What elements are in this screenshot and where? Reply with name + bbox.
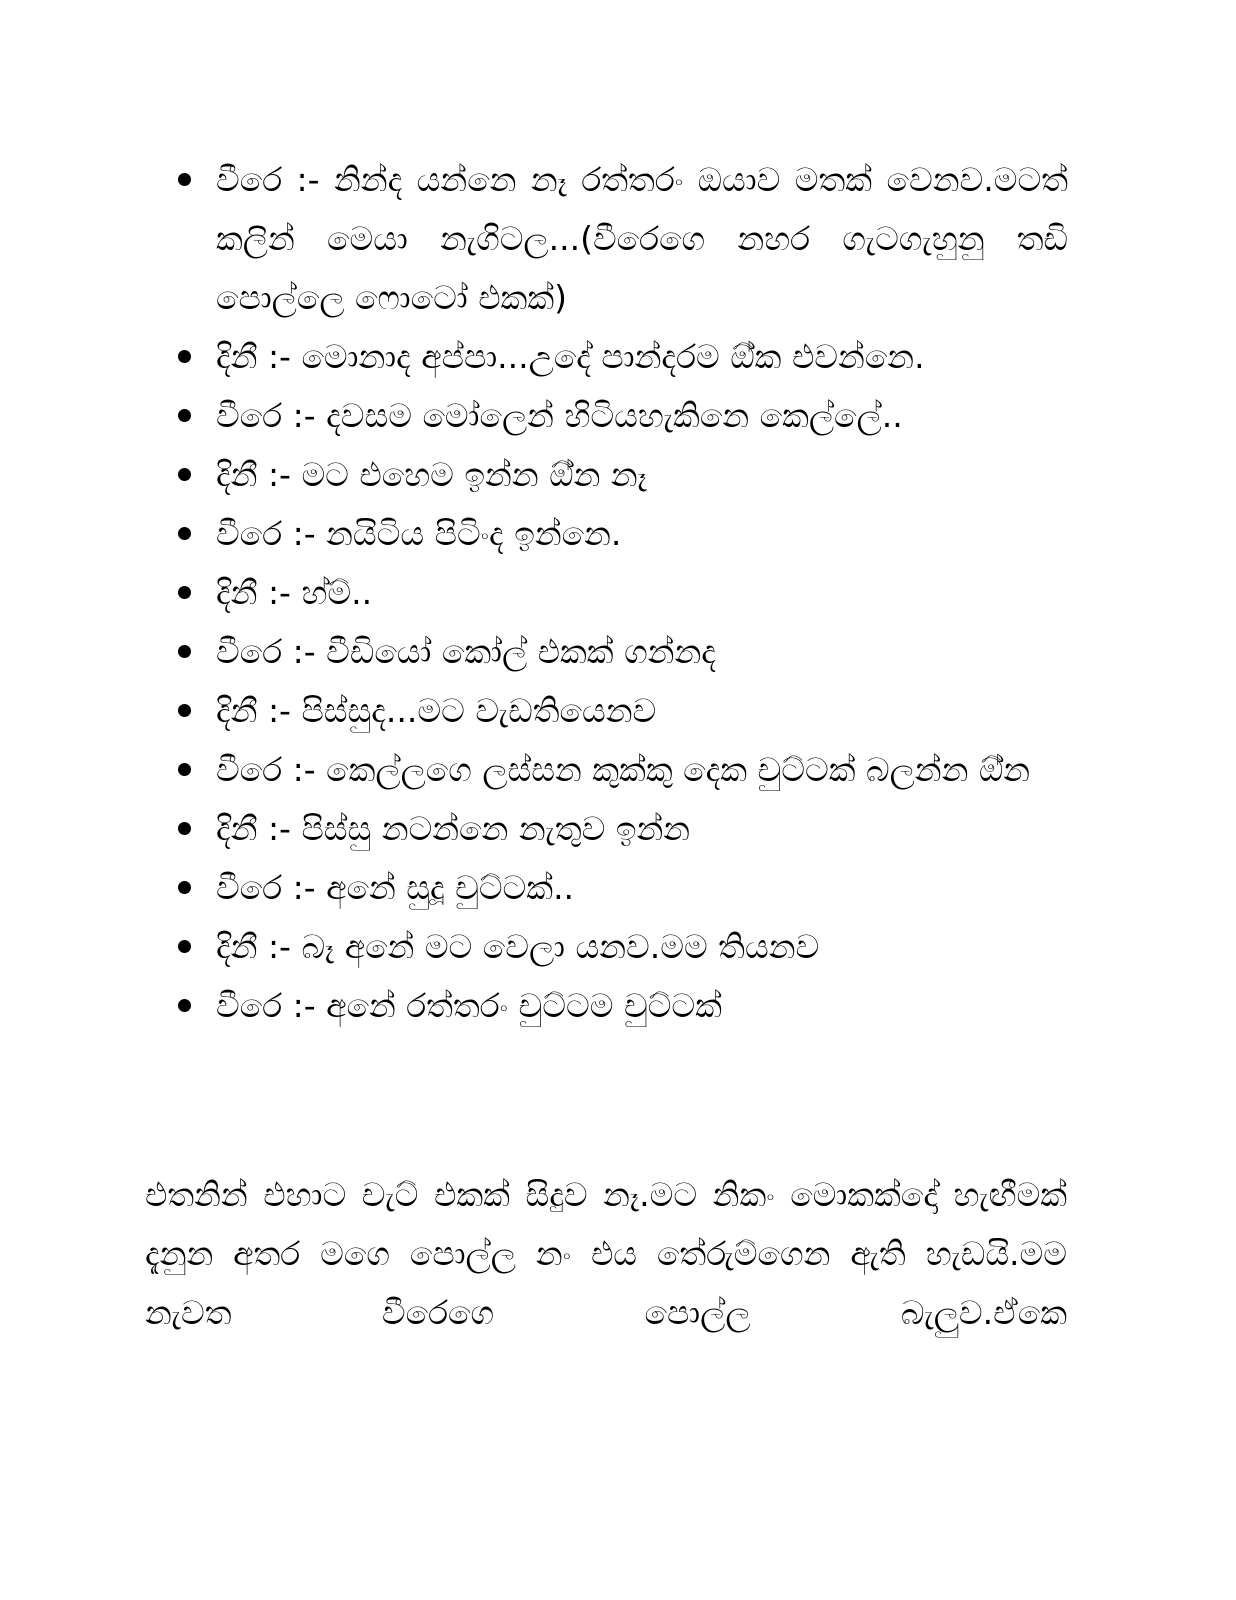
dialogue-text: වීරෙ :- දවසම මෝලෙන් හිටියහැකිනෙ කෙල්ලේ.. [216, 396, 903, 435]
dialogue-text: වීරෙ :- වීඩියෝ කෝල් එකක් ගන්නද [216, 632, 716, 671]
bullet-icon [178, 940, 191, 953]
dialogue-item [178, 327, 1068, 386]
dialogue-item [178, 622, 1068, 681]
dialogue-item [178, 681, 1068, 740]
dialogue-item [178, 504, 1068, 563]
bullet-icon [178, 881, 191, 894]
dialogue-text: වීරෙ :- කෙල්ලගෙ ලස්සන කුක්කු දෙක චුට්ටක් බලන්න ඕ්න [216, 750, 1031, 789]
dialogue-text: වීරෙ :- නයිටිය පිටිංද ඉන්නෙ. [216, 514, 622, 553]
dialogue-text: දිනී :- හ්ම්.. [216, 573, 373, 612]
dialogue-item [178, 563, 1068, 622]
bullet-icon [178, 999, 191, 1012]
bullet-icon [178, 763, 191, 776]
dialogue-text: දිනී :- පිස්සුද...මට වැඩතියෙනව [216, 691, 657, 730]
dialogue-item [178, 386, 1068, 445]
bullet-icon [178, 350, 191, 363]
bullet-icon [178, 704, 191, 717]
dialogue-text: වීරෙ :- අනේ සුදූ චුට්ටක්.. [216, 868, 575, 907]
dialogue-text: වීරෙ :- අනේ රත්තරං චුට්ටම චුට්ටක් [216, 986, 722, 1025]
dialogue-text: දිනී :- මොනාද අප්පා...උදේ පාන්දරම ඕ්ක එවන්නෙ. [216, 337, 925, 376]
bullet-icon [178, 527, 191, 540]
dialogue-text: වීරෙ :- නින්ද යන්නෙ නෑ රත්තරං ඔයාව මතක් වෙනව.මටත් කලින් මෙයා නැගිටල...(වීරෙගෙ නහර ගැටගැහුනු තඩි පොල්ලෙ ෆොටෝ එකක්) [216, 160, 1068, 317]
dialogue-item [178, 917, 1068, 976]
dialogue-list [178, 150, 1068, 1035]
body-paragraph: එතනින් එහාට චැට් එකක් සිදුව නෑ.මට නිකං මොකක්දෝ හැඟීමක් දැනුන අතර මගෙ පොල්ල නං එය තේරුම්ගෙන ඇති හැඩයි.මම නැවත වීරෙගෙ පොල්ල බැලුව.ඒකෙ [145, 1175, 1067, 1332]
bullet-icon [178, 173, 191, 186]
bullet-icon [178, 645, 191, 658]
bullet-icon [178, 409, 191, 422]
bullet-icon [178, 822, 191, 835]
dialogue-text: දිනී :- බෑ අනේ මට වෙලා යනව.මම තියනව [216, 927, 820, 966]
dialogue-item [178, 799, 1068, 858]
dialogue-item [178, 150, 1068, 327]
dialogue-item [178, 858, 1068, 917]
dialogue-item [178, 445, 1068, 504]
bullet-icon [178, 468, 191, 481]
dialogue-text: දිනී :- පිස්සු නටන්නෙ නැතුව ඉන්න [216, 809, 691, 848]
bullet-icon [178, 586, 191, 599]
dialogue-text: දිනී :- මට එහෙම ඉන්න ඕ්න නෑ [216, 455, 647, 494]
dialogue-item [178, 740, 1068, 799]
dialogue-item [178, 976, 1068, 1035]
